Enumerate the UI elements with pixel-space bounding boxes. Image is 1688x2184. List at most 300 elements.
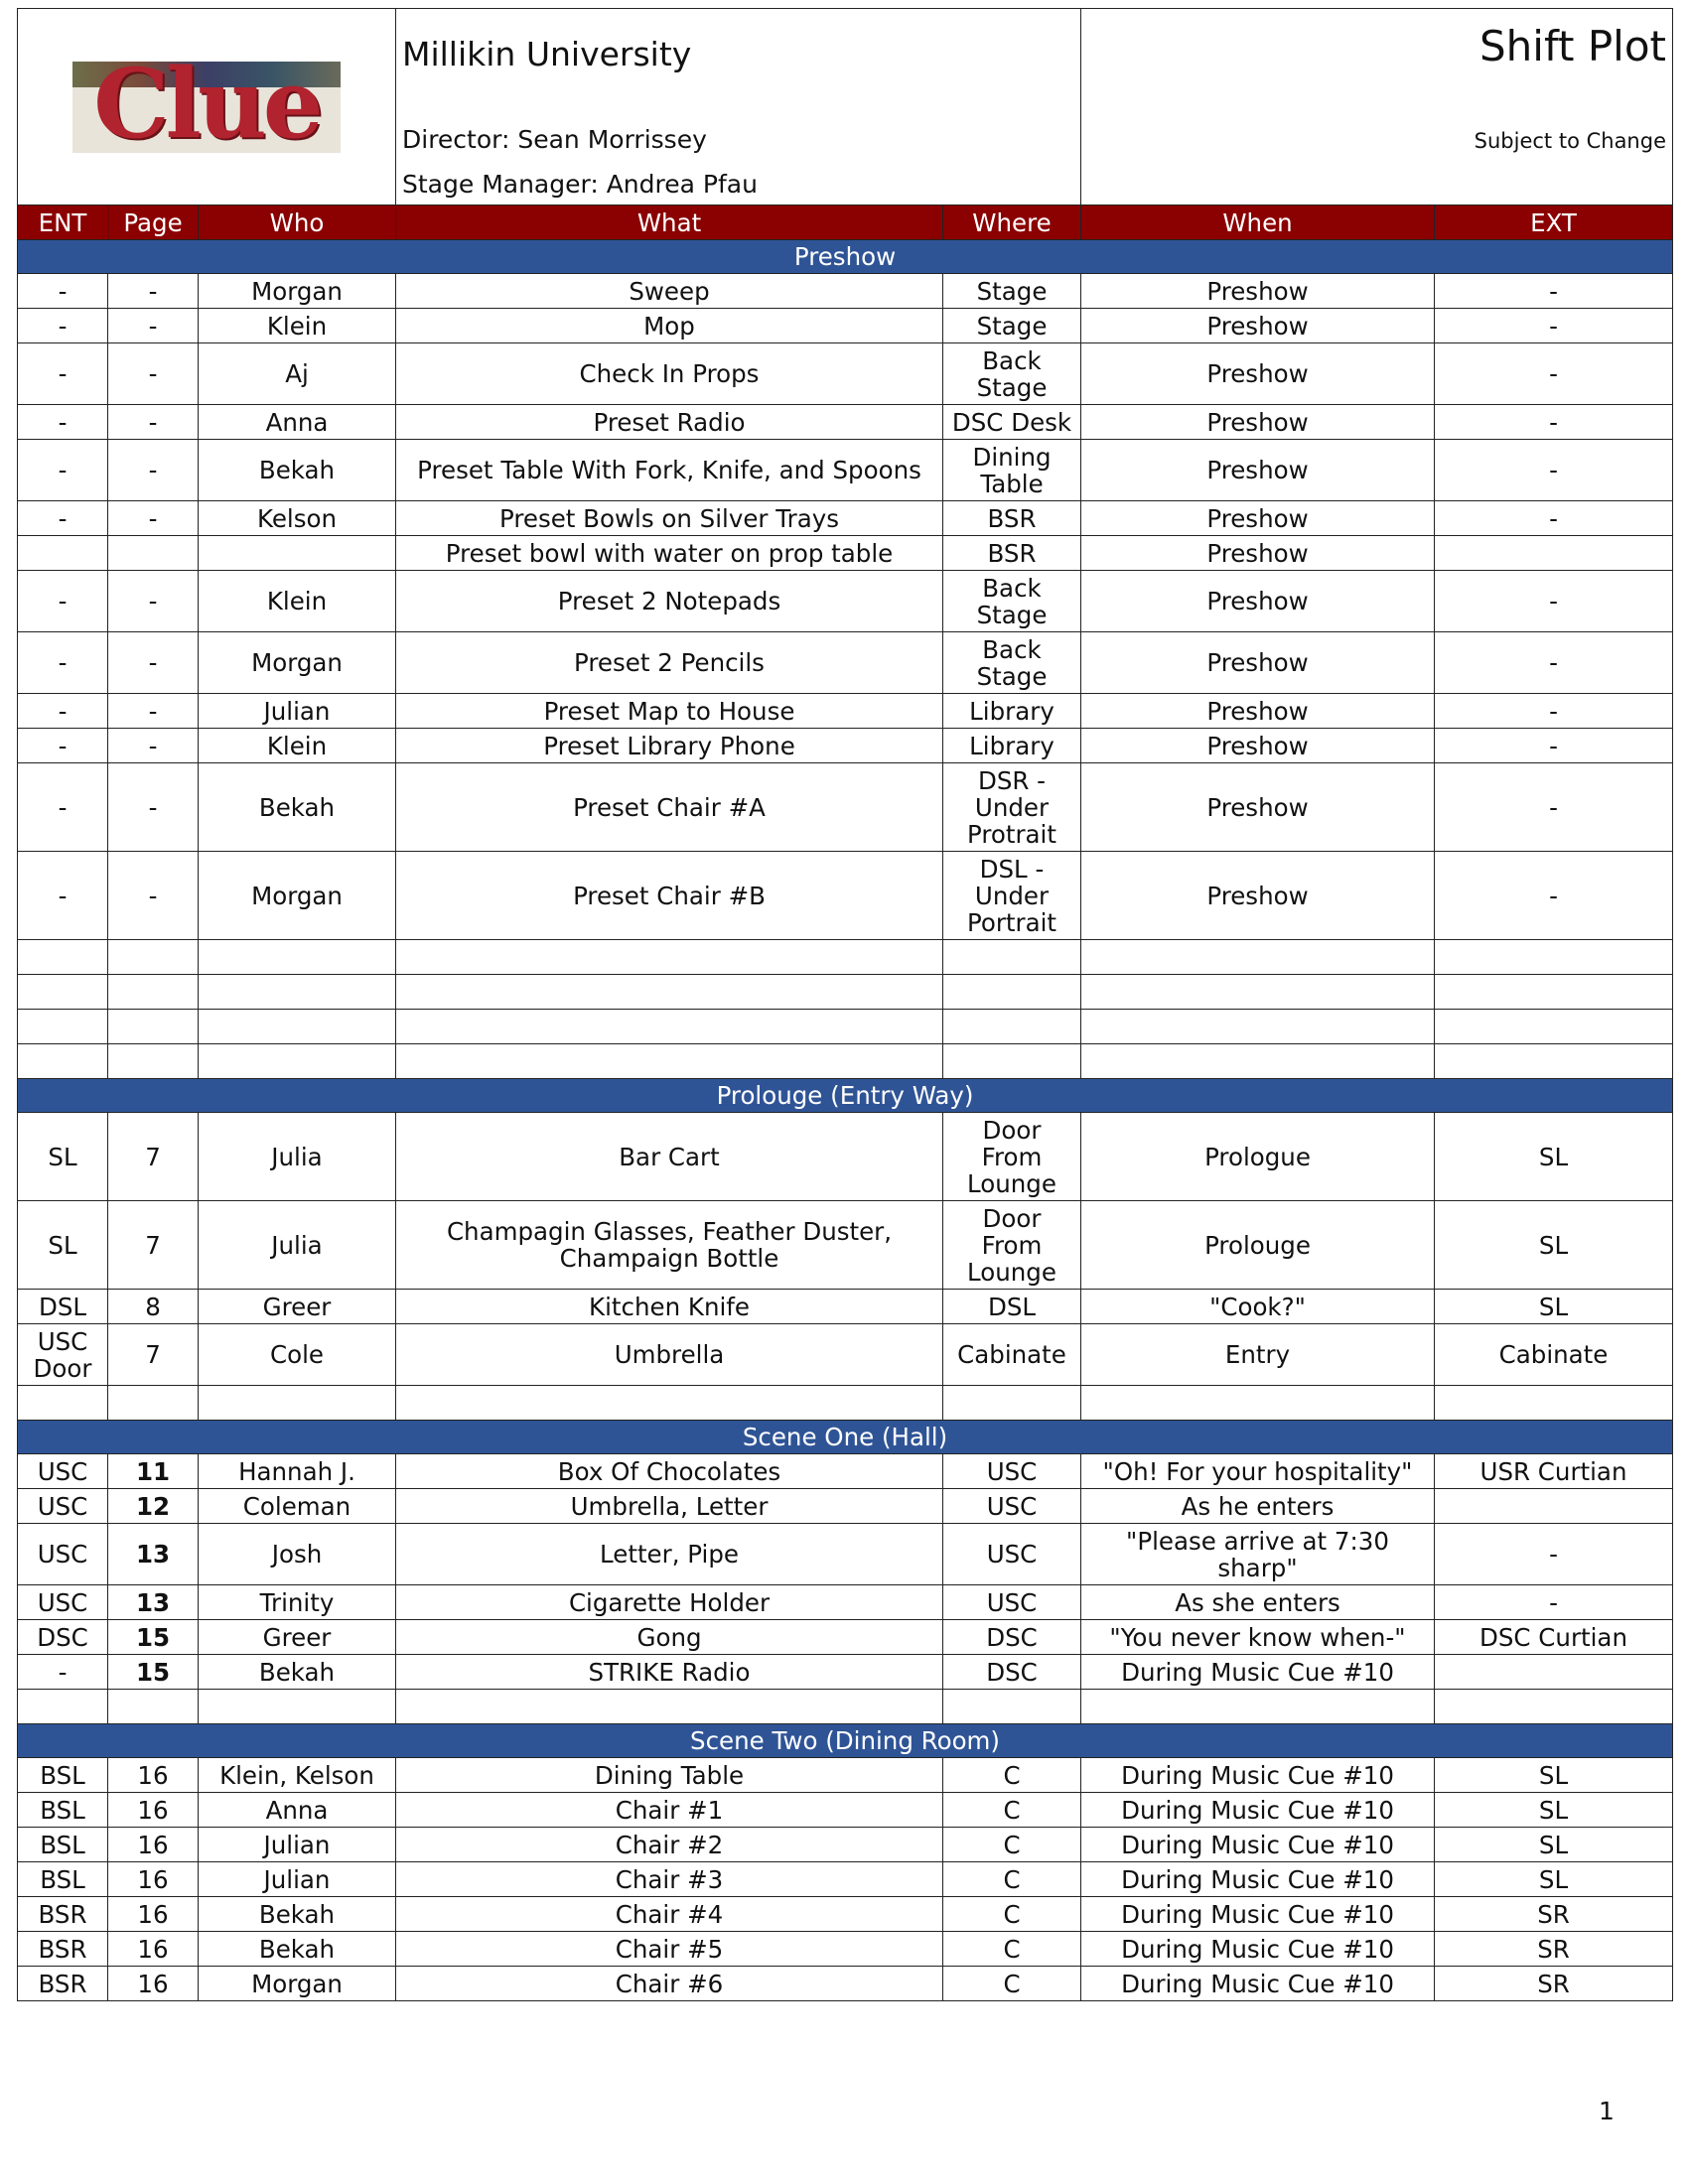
cell-ext: -: [1435, 405, 1673, 440]
cell-where: Back Stage: [943, 632, 1081, 694]
col-page: Page: [108, 205, 199, 240]
director: Director: Sean Morrissey: [402, 125, 707, 154]
cell-who: Julia: [199, 1201, 396, 1290]
cell-page: 16: [108, 1862, 199, 1897]
cell-what: Preset Bowls on Silver Trays: [396, 501, 943, 536]
table-row: [18, 343, 1673, 405]
cell-who: Cole: [199, 1324, 396, 1386]
table-row: [18, 1897, 1673, 1932]
cell-who: Klein: [199, 309, 396, 343]
cell-page: [108, 1386, 199, 1421]
cell-what: Preset Chair #A: [396, 763, 943, 852]
cell-page: -: [108, 309, 199, 343]
table-row: [18, 1489, 1673, 1524]
cell-when: [1081, 1386, 1435, 1421]
table-row: [18, 975, 1673, 1010]
cell-ext: SR: [1435, 1897, 1673, 1932]
cell-who: Bekah: [199, 1655, 396, 1690]
cell-what: Letter, Pipe: [396, 1524, 943, 1585]
cell-what: Chair #6: [396, 1967, 943, 2001]
cell-what: Sweep: [396, 274, 943, 309]
cell-ent: [18, 940, 108, 975]
cell-where: [943, 940, 1081, 975]
cell-when: Preshow: [1081, 694, 1435, 729]
title-block: [1081, 9, 1673, 205]
cell-when: During Music Cue #10: [1081, 1828, 1435, 1862]
cell-when: [1081, 940, 1435, 975]
cell-ext: Cabinate: [1435, 1324, 1673, 1386]
cell-ext: SL: [1435, 1862, 1673, 1897]
cell-page: -: [108, 571, 199, 632]
cell-ent: BSL: [18, 1758, 108, 1793]
cell-who: Greer: [199, 1620, 396, 1655]
cell-what: [396, 1690, 943, 1724]
cell-page: [108, 1010, 199, 1044]
cell-ent: DSL: [18, 1290, 108, 1324]
cell-ent: [18, 1044, 108, 1079]
cell-who: Aj: [199, 343, 396, 405]
cell-when: "Oh! For your hospitality": [1081, 1454, 1435, 1489]
cell-page: 15: [108, 1620, 199, 1655]
cell-ent: -: [18, 501, 108, 536]
table-row: [18, 571, 1673, 632]
cell-ext: -: [1435, 1585, 1673, 1620]
table-row: [18, 1201, 1673, 1290]
table-row: [18, 1324, 1673, 1386]
cell-when: "Cook?": [1081, 1290, 1435, 1324]
table-row: [18, 1044, 1673, 1079]
table-row: [18, 1524, 1673, 1585]
cell-where: Door From Lounge: [943, 1113, 1081, 1201]
cell-ext: -: [1435, 274, 1673, 309]
table-row: [18, 1932, 1673, 1967]
table-row: [18, 1113, 1673, 1201]
cell-when: As he enters: [1081, 1489, 1435, 1524]
cell-page: [108, 940, 199, 975]
cell-ext: -: [1435, 729, 1673, 763]
cell-where: C: [943, 1897, 1081, 1932]
table-row: [18, 1967, 1673, 2001]
cell-page: -: [108, 343, 199, 405]
cell-what: Preset Library Phone: [396, 729, 943, 763]
cell-ext: SL: [1435, 1758, 1673, 1793]
cell-when: "Please arrive at 7:30 sharp": [1081, 1524, 1435, 1585]
cell-what: Dining Table: [396, 1758, 943, 1793]
cell-ent: -: [18, 632, 108, 694]
cell-ent: BSR: [18, 1897, 108, 1932]
cell-when: During Music Cue #10: [1081, 1897, 1435, 1932]
cell-page: 7: [108, 1113, 199, 1201]
cell-what: Preset Table With Fork, Knife, and Spoons: [396, 440, 943, 501]
cell-where: [943, 975, 1081, 1010]
cell-page: 16: [108, 1828, 199, 1862]
cell-when: During Music Cue #10: [1081, 1932, 1435, 1967]
cell-ent: BSR: [18, 1967, 108, 2001]
cell-what: Preset 2 Pencils: [396, 632, 943, 694]
col-when: When: [1081, 205, 1435, 240]
cell-when: Preshow: [1081, 501, 1435, 536]
cell-ext: SR: [1435, 1967, 1673, 2001]
cell-who: [199, 536, 396, 571]
cell-who: Josh: [199, 1524, 396, 1585]
cell-when: Entry: [1081, 1324, 1435, 1386]
cell-ent: -: [18, 405, 108, 440]
cell-what: Check In Props: [396, 343, 943, 405]
cell-ext: SR: [1435, 1932, 1673, 1967]
cell-ent: -: [18, 852, 108, 940]
col-ent: ENT: [18, 205, 108, 240]
cell-when: [1081, 975, 1435, 1010]
cell-where: C: [943, 1862, 1081, 1897]
cell-when: [1081, 1690, 1435, 1724]
cell-ent: BSL: [18, 1828, 108, 1862]
cell-where: Library: [943, 729, 1081, 763]
cell-where: C: [943, 1828, 1081, 1862]
cell-what: Chair #2: [396, 1828, 943, 1862]
cell-where: USC: [943, 1524, 1081, 1585]
cell-where: DSL: [943, 1290, 1081, 1324]
cell-page: 12: [108, 1489, 199, 1524]
cell-where: C: [943, 1793, 1081, 1828]
cell-what: Champagin Glasses, Feather Duster, Champaign Bottle: [396, 1201, 943, 1290]
cell-ext: [1435, 1010, 1673, 1044]
section-title: Prolouge (Entry Way): [18, 1079, 1673, 1113]
cell-ent: -: [18, 694, 108, 729]
cell-who: [199, 940, 396, 975]
cell-ext: -: [1435, 1524, 1673, 1585]
cell-page: -: [108, 729, 199, 763]
cell-who: Julian: [199, 694, 396, 729]
cell-where: [943, 1044, 1081, 1079]
cell-ext: -: [1435, 309, 1673, 343]
col-who: Who: [199, 205, 396, 240]
section-header: [18, 240, 1673, 274]
cell-ent: -: [18, 440, 108, 501]
cell-ext: -: [1435, 343, 1673, 405]
cell-ent: USC: [18, 1585, 108, 1620]
cell-page: -: [108, 694, 199, 729]
cell-where: DSC: [943, 1620, 1081, 1655]
cell-ent: -: [18, 1655, 108, 1690]
cell-where: Dining Table: [943, 440, 1081, 501]
cell-what: Box Of Chocolates: [396, 1454, 943, 1489]
cell-ent: BSR: [18, 1932, 108, 1967]
cell-ext: [1435, 975, 1673, 1010]
cell-page: 7: [108, 1201, 199, 1290]
cell-page: 16: [108, 1897, 199, 1932]
table-row: [18, 1862, 1673, 1897]
cell-ent: BSL: [18, 1793, 108, 1828]
cell-where: [943, 1010, 1081, 1044]
cell-ext: -: [1435, 571, 1673, 632]
cell-ent: [18, 1010, 108, 1044]
cell-ent: SL: [18, 1113, 108, 1201]
cell-ext: -: [1435, 501, 1673, 536]
cell-where: C: [943, 1758, 1081, 1793]
cell-who: [199, 975, 396, 1010]
cell-when: [1081, 1044, 1435, 1079]
cell-ext: [1435, 536, 1673, 571]
cell-ext: [1435, 1655, 1673, 1690]
cell-where: Door From Lounge: [943, 1201, 1081, 1290]
cell-what: Umbrella, Letter: [396, 1489, 943, 1524]
cell-ext: -: [1435, 763, 1673, 852]
subject-note: Subject to Change: [1474, 129, 1666, 153]
col-where: Where: [943, 205, 1081, 240]
cell-when: Preshow: [1081, 729, 1435, 763]
cell-where: Stage: [943, 274, 1081, 309]
cell-when: Preshow: [1081, 536, 1435, 571]
cell-what: Gong: [396, 1620, 943, 1655]
cell-page: [108, 1690, 199, 1724]
cell-what: Mop: [396, 309, 943, 343]
cell-page: 8: [108, 1290, 199, 1324]
table-row: [18, 1690, 1673, 1724]
cell-where: C: [943, 1932, 1081, 1967]
section-header: [18, 1724, 1673, 1758]
university-name: Millikin University: [402, 35, 692, 73]
cell-page: 15: [108, 1655, 199, 1690]
cell-ext: [1435, 1044, 1673, 1079]
cell-who: [199, 1044, 396, 1079]
cell-when: Preshow: [1081, 632, 1435, 694]
cell-who: Julian: [199, 1862, 396, 1897]
cell-who: Klein: [199, 571, 396, 632]
stage-manager: Stage Manager: Andrea Pfau: [402, 170, 758, 199]
table-row: [18, 1793, 1673, 1828]
table-row: [18, 501, 1673, 536]
cell-ent: -: [18, 763, 108, 852]
cell-what: Preset Chair #B: [396, 852, 943, 940]
table-row: [18, 1585, 1673, 1620]
cell-ext: DSC Curtian: [1435, 1620, 1673, 1655]
cell-page: 11: [108, 1454, 199, 1489]
cell-ent: -: [18, 309, 108, 343]
cell-when: Preshow: [1081, 309, 1435, 343]
cell-where: USC: [943, 1454, 1081, 1489]
cell-ent: BSL: [18, 1862, 108, 1897]
cell-ent: -: [18, 729, 108, 763]
clue-logo: [72, 62, 341, 153]
cell-page: -: [108, 632, 199, 694]
cell-ext: SL: [1435, 1113, 1673, 1201]
cell-ext: SL: [1435, 1290, 1673, 1324]
col-ext: EXT: [1435, 205, 1673, 240]
cell-where: Cabinate: [943, 1324, 1081, 1386]
table-row: [18, 1010, 1673, 1044]
cell-where: Back Stage: [943, 343, 1081, 405]
table-row: [18, 632, 1673, 694]
cell-when: During Music Cue #10: [1081, 1655, 1435, 1690]
cell-when: Preshow: [1081, 405, 1435, 440]
cell-page: -: [108, 274, 199, 309]
cell-page: -: [108, 763, 199, 852]
cell-who: Morgan: [199, 1967, 396, 2001]
cell-who: Bekah: [199, 1932, 396, 1967]
cell-ext: SL: [1435, 1793, 1673, 1828]
cell-when: "You never know when-": [1081, 1620, 1435, 1655]
header-row: [18, 9, 1673, 205]
cell-who: Coleman: [199, 1489, 396, 1524]
cell-ent: USC: [18, 1454, 108, 1489]
section-title: Scene One (Hall): [18, 1421, 1673, 1454]
cell-page: -: [108, 852, 199, 940]
table-row: [18, 1290, 1673, 1324]
cell-who: Hannah J.: [199, 1454, 396, 1489]
cell-who: Morgan: [199, 852, 396, 940]
cell-who: Julian: [199, 1828, 396, 1862]
cell-who: Bekah: [199, 763, 396, 852]
cell-when: Prologue: [1081, 1113, 1435, 1201]
cell-who: Trinity: [199, 1585, 396, 1620]
cell-who: Bekah: [199, 440, 396, 501]
cell-ext: -: [1435, 852, 1673, 940]
table-row: [18, 763, 1673, 852]
cell-who: Julia: [199, 1113, 396, 1201]
cell-when: During Music Cue #10: [1081, 1758, 1435, 1793]
cell-ext: [1435, 1489, 1673, 1524]
cell-where: Library: [943, 694, 1081, 729]
table-row: [18, 440, 1673, 501]
cell-where: BSR: [943, 536, 1081, 571]
cell-what: Chair #1: [396, 1793, 943, 1828]
cell-where: DSC Desk: [943, 405, 1081, 440]
cell-ext: [1435, 1386, 1673, 1421]
cell-ext: -: [1435, 440, 1673, 501]
cell-ent: [18, 536, 108, 571]
cell-what: Kitchen Knife: [396, 1290, 943, 1324]
cell-ent: [18, 1386, 108, 1421]
cell-who: Anna: [199, 1793, 396, 1828]
cell-what: Preset 2 Notepads: [396, 571, 943, 632]
cell-ent: [18, 975, 108, 1010]
col-what: What: [396, 205, 943, 240]
cell-page: 16: [108, 1793, 199, 1828]
cell-what: [396, 1044, 943, 1079]
table-row: [18, 405, 1673, 440]
table-row: [18, 1828, 1673, 1862]
cell-what: [396, 940, 943, 975]
cell-when: Preshow: [1081, 343, 1435, 405]
cell-page: 7: [108, 1324, 199, 1386]
section-title: Scene Two (Dining Room): [18, 1724, 1673, 1758]
cell-ent: DSC: [18, 1620, 108, 1655]
cell-what: Preset bowl with water on prop table: [396, 536, 943, 571]
page-title: Shift Plot: [1479, 22, 1666, 70]
cell-when: Preshow: [1081, 571, 1435, 632]
cell-ext: USR Curtian: [1435, 1454, 1673, 1489]
table-row: [18, 536, 1673, 571]
cell-where: USC: [943, 1489, 1081, 1524]
cell-what: Cigarette Holder: [396, 1585, 943, 1620]
cell-page: [108, 975, 199, 1010]
cell-page: 13: [108, 1524, 199, 1585]
production-info: [396, 9, 1081, 205]
cell-what: Chair #4: [396, 1897, 943, 1932]
section-header: [18, 1421, 1673, 1454]
table-row: [18, 1620, 1673, 1655]
cell-who: Bekah: [199, 1897, 396, 1932]
table-row: [18, 940, 1673, 975]
cell-page: 16: [108, 1967, 199, 2001]
cell-page: -: [108, 440, 199, 501]
cell-where: BSR: [943, 501, 1081, 536]
cell-who: [199, 1386, 396, 1421]
cell-who: Klein: [199, 729, 396, 763]
table-row: [18, 274, 1673, 309]
cell-page: 16: [108, 1758, 199, 1793]
cell-when: Prolouge: [1081, 1201, 1435, 1290]
cell-where: DSC: [943, 1655, 1081, 1690]
cell-ent: USC Door: [18, 1324, 108, 1386]
cell-where: Stage: [943, 309, 1081, 343]
cell-page: -: [108, 501, 199, 536]
cell-who: Morgan: [199, 632, 396, 694]
table-row: [18, 852, 1673, 940]
table-row: [18, 309, 1673, 343]
cell-where: [943, 1386, 1081, 1421]
table-row: [18, 729, 1673, 763]
cell-where: DSR - Under Protrait: [943, 763, 1081, 852]
cell-where: DSL - Under Portrait: [943, 852, 1081, 940]
cell-page: 13: [108, 1585, 199, 1620]
logo-cell: [18, 9, 396, 205]
cell-ext: -: [1435, 694, 1673, 729]
cell-ent: -: [18, 571, 108, 632]
table-row: [18, 1758, 1673, 1793]
cell-ent: USC: [18, 1489, 108, 1524]
cell-what: Chair #3: [396, 1862, 943, 1897]
cell-page: 16: [108, 1932, 199, 1967]
cell-who: Morgan: [199, 274, 396, 309]
cell-who: Anna: [199, 405, 396, 440]
cell-what: STRIKE Radio: [396, 1655, 943, 1690]
cell-when: Preshow: [1081, 274, 1435, 309]
cell-ent: -: [18, 274, 108, 309]
cell-page: [108, 536, 199, 571]
cell-who: Greer: [199, 1290, 396, 1324]
cell-who: [199, 1690, 396, 1724]
cell-what: Preset Map to House: [396, 694, 943, 729]
section-header: [18, 1079, 1673, 1113]
shift-plot-table: [17, 8, 1673, 2001]
cell-where: Back Stage: [943, 571, 1081, 632]
cell-ent: -: [18, 343, 108, 405]
cell-when: [1081, 1010, 1435, 1044]
cell-what: Chair #5: [396, 1932, 943, 1967]
cell-when: Preshow: [1081, 763, 1435, 852]
cell-what: Bar Cart: [396, 1113, 943, 1201]
cell-who: [199, 1010, 396, 1044]
cell-ext: -: [1435, 632, 1673, 694]
section-title: Preshow: [18, 240, 1673, 274]
cell-when: Preshow: [1081, 440, 1435, 501]
cell-page: -: [108, 405, 199, 440]
cell-what: [396, 975, 943, 1010]
cell-what: [396, 1010, 943, 1044]
table-row: [18, 694, 1673, 729]
cell-when: During Music Cue #10: [1081, 1967, 1435, 2001]
cell-ent: USC: [18, 1524, 108, 1585]
cell-page: [108, 1044, 199, 1079]
cell-where: [943, 1690, 1081, 1724]
cell-ext: SL: [1435, 1201, 1673, 1290]
cell-ent: SL: [18, 1201, 108, 1290]
column-header-row: [18, 205, 1673, 240]
table-row: [18, 1454, 1673, 1489]
cell-what: Umbrella: [396, 1324, 943, 1386]
table-row: [18, 1655, 1673, 1690]
